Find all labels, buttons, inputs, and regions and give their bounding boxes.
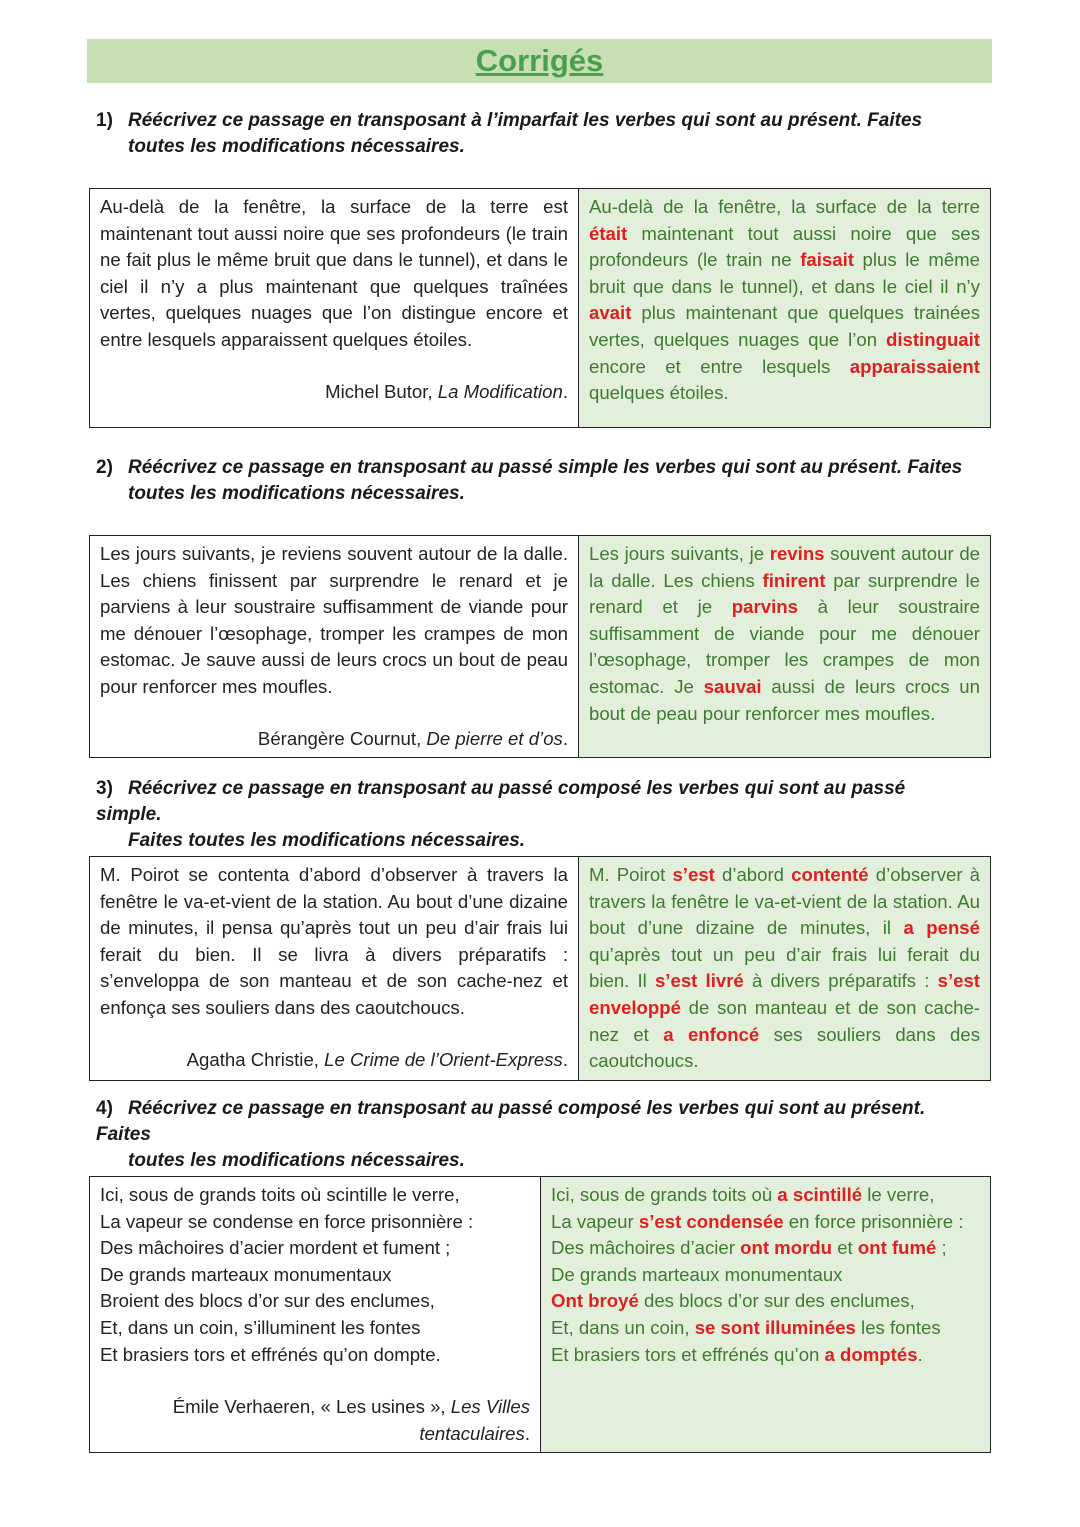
- verb-highlight: a pensé: [903, 917, 980, 939]
- exercise-table-1: [89, 188, 991, 428]
- question-number: 4): [96, 1098, 113, 1119]
- poem-line: De grands marteaux monumentaux: [100, 1263, 392, 1285]
- verb-highlight: ont fumé: [857, 1237, 937, 1259]
- poem-line: De grands marteaux monumentaux: [551, 1263, 843, 1285]
- poem-line: Et, dans un coin, s’illuminent les fontes: [100, 1316, 421, 1338]
- poem-line: Ont broyé des blocs d’or sur des enclumes,: [551, 1290, 915, 1312]
- instruction-line-2: Faites toutes les modifications nécessaires.: [128, 830, 526, 851]
- exercise-table-4: [89, 1176, 991, 1453]
- verb-highlight: s’est livré: [654, 970, 744, 992]
- verb-highlight: a domptés: [824, 1343, 918, 1365]
- question-1: [96, 108, 966, 160]
- question-2: [96, 455, 966, 507]
- instruction-line-1: Réécrivez ce passage en transposant au passé composé les verbes qui sont au passé simple.: [96, 778, 906, 825]
- exercise-table-2: [89, 535, 991, 758]
- instruction-line-1: Réécrivez ce passage en transposant au passé composé les verbes qui sont au présent. Faites: [96, 1098, 926, 1145]
- verb-highlight: s’est condensée: [638, 1210, 784, 1232]
- corrected-poem-cell: [541, 1177, 991, 1453]
- poem-line: Ici, sous de grands toits où a scintillé le verre,: [551, 1184, 935, 1205]
- page-title: Corrigés: [475, 43, 604, 78]
- title-banner: [87, 39, 992, 83]
- question-number: 1): [96, 110, 113, 131]
- source-citation: Agatha Christie, Le Crime de l’Orient-Express.: [186, 1048, 568, 1070]
- source-citation: Bérangère Cournut, De pierre et d’os.: [257, 727, 568, 749]
- poem-line: Et, dans un coin, se sont illuminées les fontes: [551, 1316, 941, 1338]
- poem-line: La vapeur s’est condensée en force prisonnière :: [551, 1210, 964, 1232]
- instruction-line-2: toutes les modifications nécessaires.: [128, 1150, 465, 1171]
- question-4: [96, 1096, 966, 1174]
- source-citation: Émile Verhaeren, « Les usines », Les Villes tentaculaires.: [172, 1396, 530, 1444]
- corrected-text-cell: M. Poirot s’est d’abord contenté d’observer à travers la fenêtre le va-et-vient de la station. Au bout d’une dizaine de minutes, il a pensé qu’après tout un peu d’air frais lui ferait du bien. Il s’est livré à divers préparatifs : s’est enveloppé de son manteau et de son cache-nez et a enfoncé ses souliers dans des caoutchoucs.: [579, 857, 991, 1081]
- poem-line: Broient des blocs d’or sur des enclumes,: [100, 1290, 435, 1312]
- poem-line: Ici, sous de grands toits où scintille le verre,: [100, 1184, 460, 1205]
- original-text: M. Poirot se contenta d’abord d’observer à travers la fenêtre le va-et-vient de la station. Au bout d’une dizaine de minutes, il pensa qu’après tout un peu d’air frais lui ferait du bien. Il se livra à divers préparatifs : s’enveloppa de son manteau et de son cache-nez et enfonça ses souliers dans des caoutchoucs.: [100, 864, 568, 1018]
- corrected-text-cell: Les jours suivants, je revins souvent autour de la dalle. Les chiens finirent par surprendre le renard et je parvins à leur soustraire suffisamment de viande pour me dénouer l’œsophage, tromper les crampes de mon estomac. Je sauvai aussi de leurs crocs un bout de peau pour renforcer mes moufles.: [579, 536, 991, 758]
- corrected-text-cell: Au-delà de la fenêtre, la surface de la terre était maintenant tout aussi noire que ses profondeurs (le train ne faisait plus le même bruit que dans le tunnel), et dans le ciel il n’y avait plus maintenant que quelques trainées vertes, quelques nuages que l’on distinguait encore et entre lesquels apparaissaient quelques étoiles.: [579, 189, 991, 428]
- poem-line: Des mâchoires d’acier ont mordu et ont fumé ;: [551, 1237, 947, 1259]
- verb-highlight: faisait: [800, 249, 854, 271]
- question-3: [96, 776, 966, 854]
- instruction-line-1: Réécrivez ce passage en transposant à l’imparfait les verbes qui sont au présent. Faites: [128, 110, 923, 131]
- verb-highlight: revins: [769, 543, 825, 564]
- verb-highlight: a scintillé: [777, 1184, 863, 1205]
- instruction-line-1: Réécrivez ce passage en transposant au passé simple les verbes qui sont au présent. Faites: [128, 457, 963, 478]
- poem-line: Et brasiers tors et effrénés qu’on a domptés.: [551, 1343, 923, 1365]
- source-citation: Michel Butor, La Modification.: [325, 380, 568, 402]
- verb-highlight: apparaissaient: [849, 355, 980, 377]
- verb-highlight: avait: [589, 302, 632, 324]
- exercise-table-3: [89, 856, 991, 1081]
- poem-line: La vapeur se condense en force prisonnière :: [100, 1210, 474, 1232]
- verb-highlight: se sont illuminées: [694, 1316, 856, 1338]
- verb-highlight: distinguait: [886, 328, 980, 350]
- verb-highlight: ont mordu: [740, 1237, 833, 1259]
- verb-highlight: s’est enveloppé: [589, 970, 980, 1018]
- original-text-cell: [90, 189, 579, 428]
- verb-highlight: a enfoncé: [663, 1023, 760, 1045]
- original-text-cell: [90, 536, 579, 758]
- original-poem-cell: [90, 1177, 541, 1453]
- original-text: Au-delà de la fenêtre, la surface de la terre est maintenant tout aussi noire que ses profondeurs (le train ne fait plus le même bruit que dans le tunnel), et dans le ciel il n’y a plus maintenant que quelques traînées vertes, quelques nuages que l’on distingue encore et entre lesquels apparaissent quelques étoiles.: [100, 196, 568, 350]
- instruction-line-2: toutes les modifications nécessaires.: [128, 136, 465, 157]
- poem-line: Des mâchoires d’acier mordent et fument ;: [100, 1237, 451, 1259]
- poem-line: Et brasiers tors et effrénés qu’on dompte.: [100, 1343, 441, 1365]
- verb-highlight: s’est: [672, 864, 715, 885]
- verb-highlight: finirent: [762, 569, 826, 591]
- original-text-cell: [90, 857, 579, 1081]
- question-number: 2): [96, 457, 113, 478]
- verb-highlight: sauvai: [703, 675, 762, 697]
- verb-highlight: Ont broyé: [551, 1290, 639, 1312]
- verb-highlight: parvins: [731, 596, 798, 618]
- question-number: 3): [96, 778, 113, 799]
- verb-highlight: contenté: [791, 864, 869, 885]
- instruction-line-2: toutes les modifications nécessaires.: [128, 483, 465, 504]
- verb-highlight: était: [589, 222, 628, 244]
- original-text: Les jours suivants, je reviens souvent autour de la dalle. Les chiens finissent par surprendre le renard et je parviens à leur soustraire suffisamment de viande pour me dénouer l’œsophage, tromper les crampes de mon estomac. Je sauve aussi de leurs crocs un bout de peau pour renforcer mes moufles.: [100, 543, 568, 697]
